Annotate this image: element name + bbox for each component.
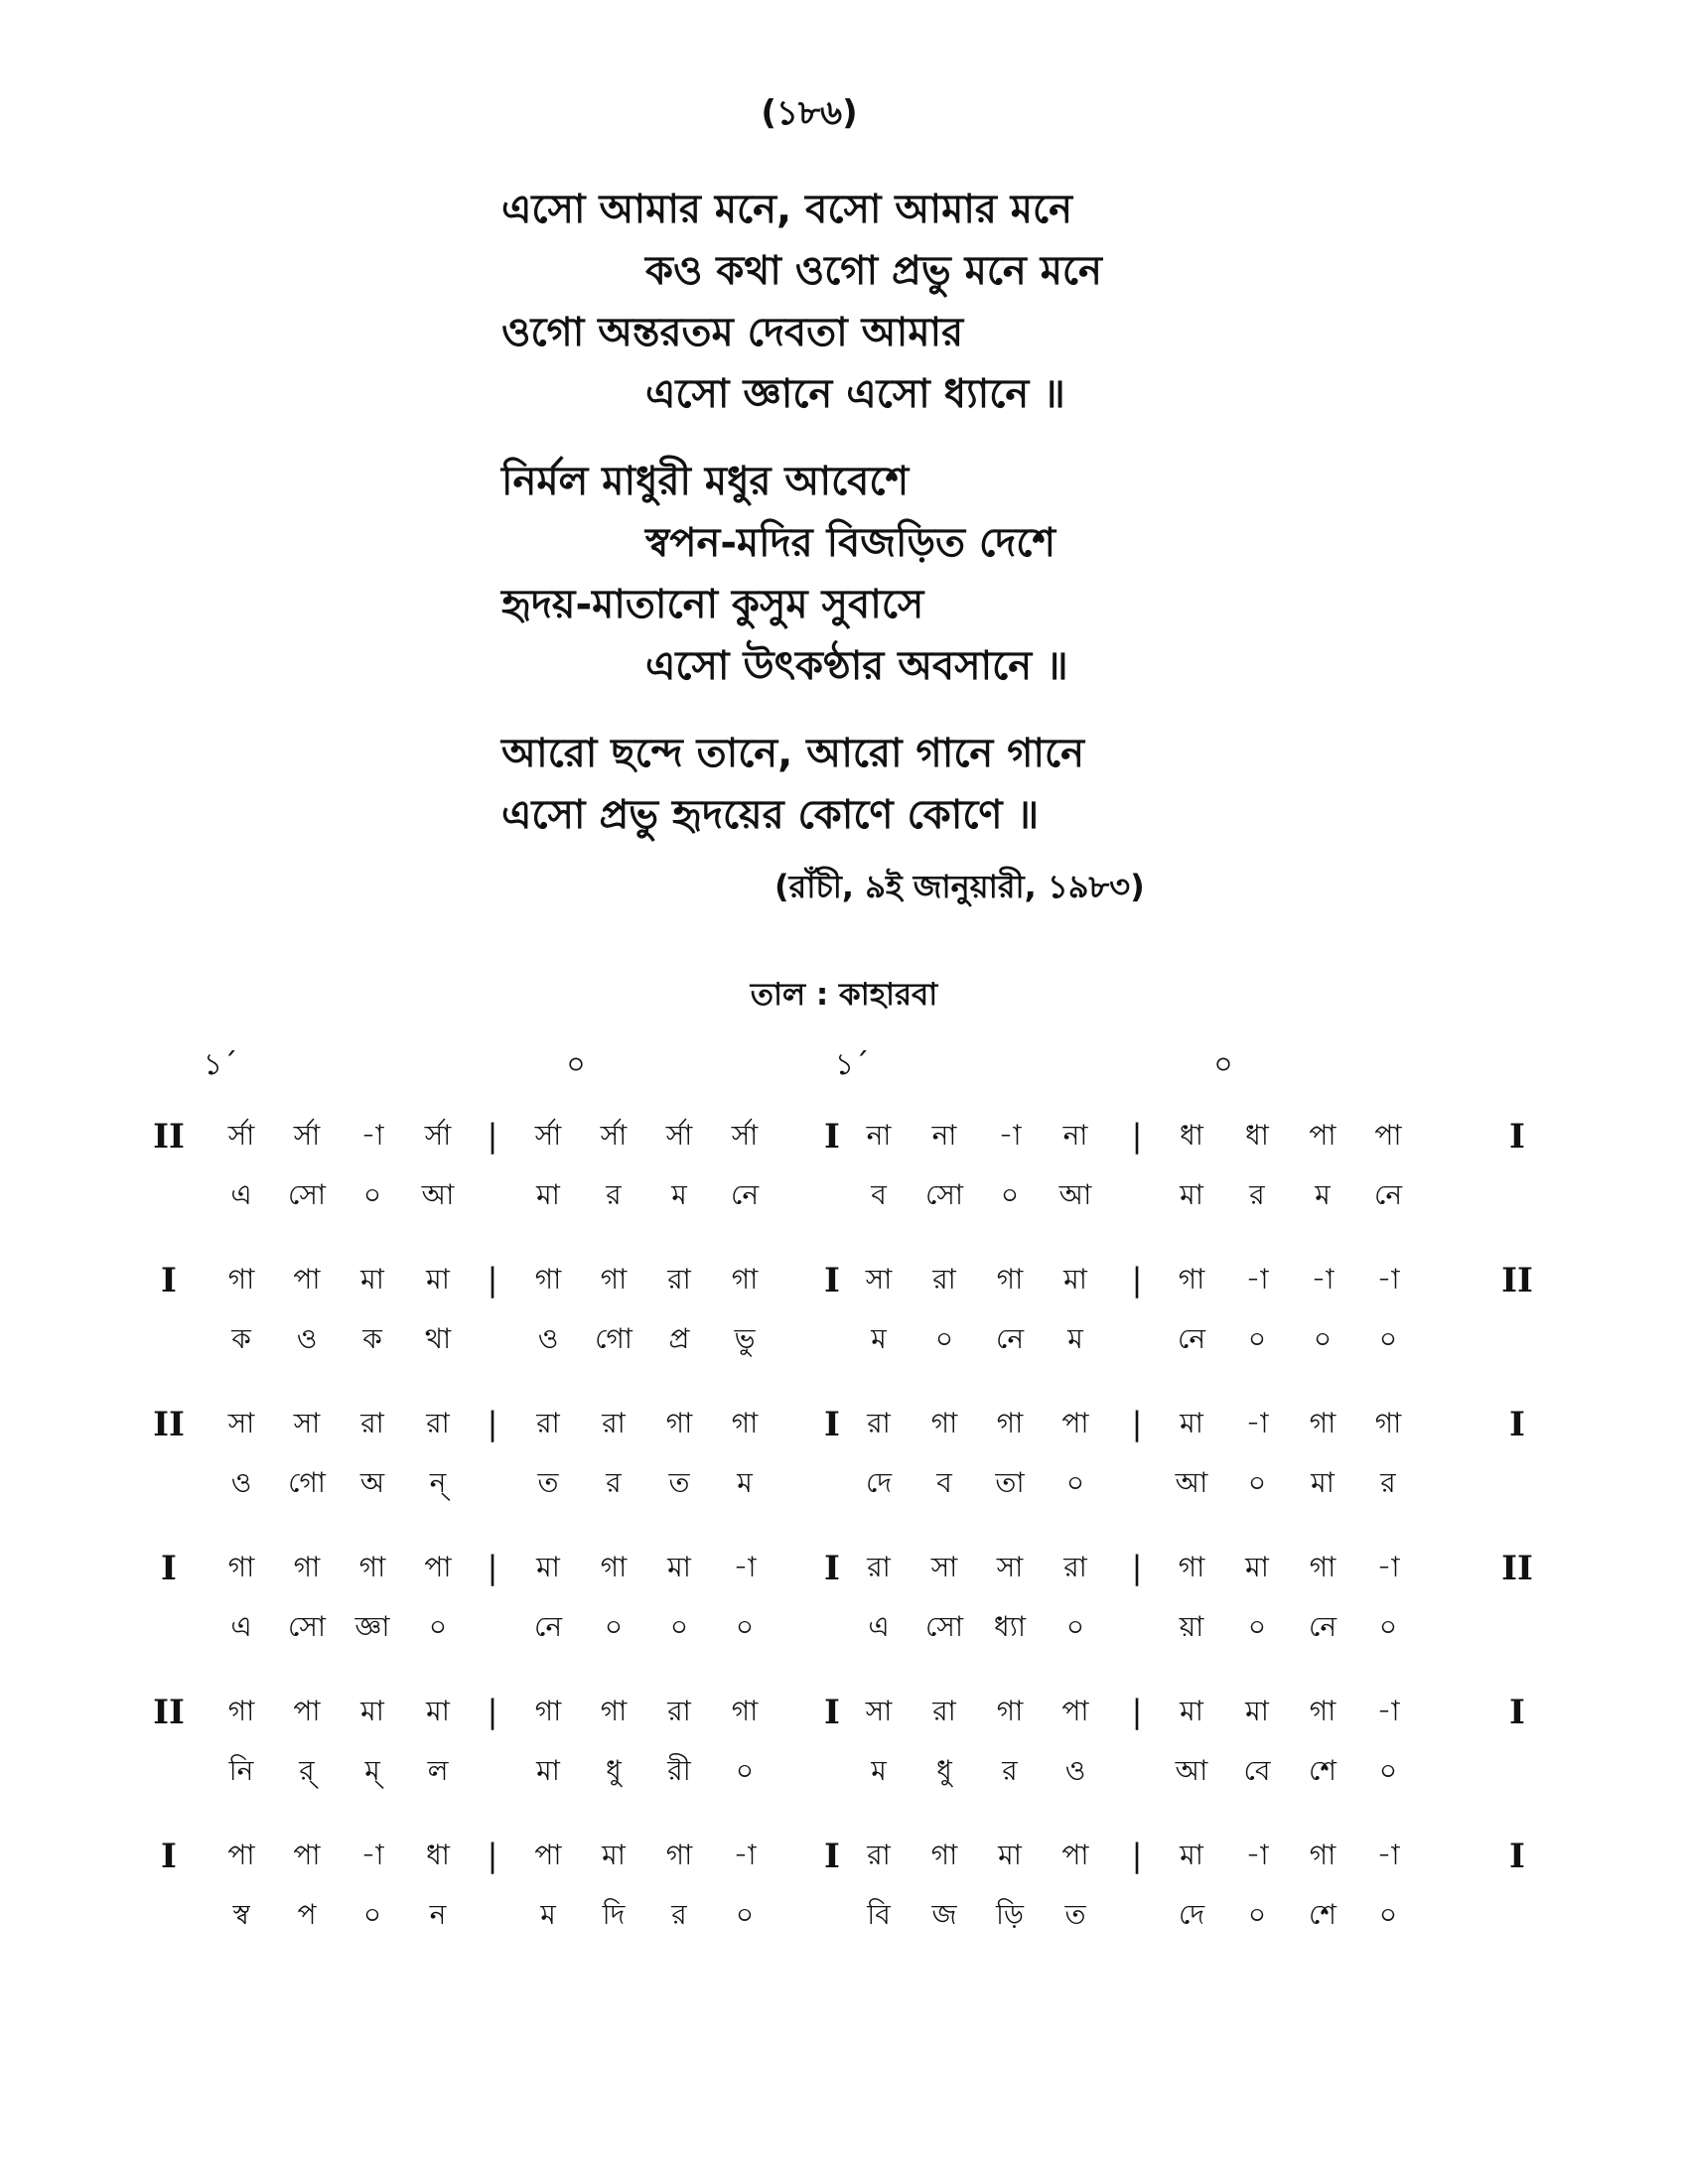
bar-line-mid: I (824, 1693, 840, 1732)
lyric-syllable: দে (865, 1466, 893, 1499)
lyric-syllable: থা (424, 1322, 452, 1355)
swara-note: -া (360, 1839, 384, 1871)
lyric-syllable: ল (427, 1754, 449, 1787)
beat-marker: ০ (1213, 1047, 1233, 1082)
swara-note: গা (996, 1407, 1024, 1439)
swara-note: পা (534, 1839, 562, 1871)
page-number: (১৮৬) (761, 93, 858, 133)
swara-note: র্সা (731, 1119, 759, 1152)
swara-note: গা (1178, 1551, 1205, 1583)
swara-note: র্সা (534, 1119, 562, 1152)
lyric-syllable: ব (936, 1466, 952, 1499)
lyric-syllable: ও (537, 1322, 559, 1355)
swara-note: র্সা (424, 1119, 452, 1152)
swara-note: পা (424, 1551, 452, 1583)
lyric-syllable: শে (1309, 1754, 1336, 1787)
swara-note: গা (600, 1263, 628, 1296)
bar-line-start: I (161, 1261, 177, 1300)
lyric-syllable: এ (868, 1610, 890, 1643)
swara-note: -া (733, 1551, 757, 1583)
beat-separator: | (1131, 1405, 1143, 1442)
swara-note: মা (426, 1695, 450, 1727)
swara-note: পা (293, 1695, 321, 1727)
lyric-syllable: গো (595, 1322, 633, 1355)
lyric-syllable: ০ (1247, 1898, 1267, 1931)
lyric-syllable: ০ (1378, 1610, 1398, 1643)
lyric-syllable: ০ (362, 1178, 382, 1211)
swara-note: মা (667, 1551, 691, 1583)
swara-note: গা (1309, 1551, 1336, 1583)
swara-note: গা (1309, 1839, 1336, 1871)
beat-marker: ০ (566, 1047, 586, 1082)
lyric-line: এসো জ্ঞানে এসো ধ্যানে ॥ (645, 371, 1065, 417)
swara-note: পা (1061, 1407, 1089, 1439)
stanza (501, 723, 1494, 846)
swara-note: রা (360, 1407, 384, 1439)
lyric-syllable: নি (228, 1754, 254, 1787)
bar-line-end: II (1501, 1261, 1533, 1300)
lyric-line: আরো ছন্দে তানে, আরো গানে গানে (501, 731, 1084, 776)
swara-note: রা (667, 1695, 691, 1727)
swara-note: সা (227, 1407, 255, 1439)
swara-note: গা (731, 1695, 759, 1727)
lyric-syllable: ০ (669, 1610, 689, 1643)
swara-note: মা (998, 1839, 1022, 1871)
swara-note: -া (1245, 1407, 1269, 1439)
song-lyrics (501, 179, 1494, 872)
lyric-syllable: ০ (1000, 1178, 1020, 1211)
swara-note: -া (1376, 1551, 1400, 1583)
swara-note: মা (1180, 1407, 1203, 1439)
lyric-syllable: বি (867, 1898, 891, 1931)
beat-separator: | (1131, 1261, 1143, 1298)
lyric-syllable: অ (359, 1466, 385, 1499)
swara-note: পা (1061, 1695, 1089, 1727)
lyric-syllable: সো (288, 1610, 326, 1643)
swara-note: ধা (1245, 1119, 1269, 1152)
lyric-syllable: ত (537, 1466, 559, 1499)
swara-note: রা (426, 1407, 450, 1439)
lyric-syllable: ধু (936, 1754, 952, 1787)
swara-note: -া (998, 1119, 1022, 1152)
swara-note: পা (1061, 1839, 1089, 1871)
lyric-syllable: ম (540, 1898, 556, 1931)
swara-note: -া (360, 1119, 384, 1152)
swara-note: গা (731, 1263, 759, 1296)
lyric-syllable: ০ (735, 1898, 755, 1931)
lyric-syllable: এ (230, 1610, 252, 1643)
lyric-syllable: ০ (735, 1754, 755, 1787)
stanza (501, 179, 1494, 425)
lyric-syllable: ০ (1247, 1466, 1267, 1499)
swara-note: -া (1311, 1263, 1335, 1296)
lyric-line: এসো আমার মনে, বসো আমার মনে (501, 187, 1072, 232)
swara-note: ধা (426, 1839, 450, 1871)
swara-note: মা (1245, 1551, 1269, 1583)
lyric-syllable: ম (671, 1178, 687, 1211)
swara-note: রা (867, 1839, 891, 1871)
beat-separator: | (487, 1549, 498, 1586)
lyric-syllable: র (606, 1466, 622, 1499)
lyric-syllable: আ (1058, 1178, 1092, 1211)
swara-note: সা (996, 1551, 1024, 1583)
swara-note: সা (865, 1263, 893, 1296)
swara-note: গা (358, 1551, 386, 1583)
lyric-syllable: মা (536, 1754, 560, 1787)
lyric-syllable: জ্ঞা (354, 1610, 390, 1643)
swara-note: রা (932, 1263, 956, 1296)
swara-note: সা (293, 1407, 321, 1439)
tala-label: তাল : কাহারবা (750, 977, 938, 1013)
beat-separator: | (1131, 1549, 1143, 1586)
lyric-line: স্বপন-মদির বিজড়িত দেশে (645, 520, 1055, 566)
stanza (501, 451, 1494, 697)
lyric-line: কও কথা ওগো প্রভু মনে মনে (645, 248, 1102, 294)
swara-note: মা (426, 1263, 450, 1296)
swara-note: -া (1376, 1263, 1400, 1296)
lyric-syllable: ধ্যা (994, 1610, 1026, 1643)
lyric-syllable: র (671, 1898, 687, 1931)
swara-note: গা (665, 1839, 693, 1871)
swara-note: মা (536, 1551, 560, 1583)
lyric-line: ওগো অন্তরতম দেবতা আমার (501, 310, 964, 355)
lyric-syllable: ন (429, 1898, 447, 1931)
swara-note: -া (1376, 1839, 1400, 1871)
swara-note: না (1062, 1119, 1088, 1152)
lyric-syllable: নে (1308, 1610, 1337, 1643)
lyric-syllable: ক (231, 1322, 251, 1355)
swara-note: পা (1374, 1119, 1402, 1152)
swara-note: গা (227, 1551, 255, 1583)
swara-note: গা (665, 1407, 693, 1439)
bar-line-end: I (1509, 1693, 1525, 1732)
beat-separator: | (487, 1261, 498, 1298)
lyric-syllable: র (1002, 1754, 1018, 1787)
swara-note: গা (534, 1695, 562, 1727)
lyric-syllable: সো (925, 1178, 963, 1211)
beat-separator: | (1131, 1693, 1143, 1730)
swara-note: পা (1309, 1119, 1336, 1152)
bar-line-mid: I (824, 1837, 840, 1876)
bar-line-end: II (1501, 1549, 1533, 1588)
lyric-syllable: র্ (299, 1754, 315, 1787)
lyric-syllable: জ (931, 1898, 957, 1931)
swara-note: মা (1063, 1263, 1087, 1296)
lyric-line: নির্মল মাধুরী মধুর আবেশে (501, 459, 910, 504)
lyric-syllable: ০ (1247, 1610, 1267, 1643)
bar-line-mid: I (824, 1261, 840, 1300)
swara-note: গা (227, 1263, 255, 1296)
swara-note: গা (1309, 1407, 1336, 1439)
lyric-syllable: ম (1067, 1322, 1083, 1355)
swara-note: গা (1309, 1695, 1336, 1727)
lyric-syllable: ম (871, 1754, 887, 1787)
lyric-syllable: আ (1175, 1466, 1208, 1499)
swara-note: না (931, 1119, 957, 1152)
swara-note: -া (1245, 1839, 1269, 1871)
song-dateline: (রাঁচী, ৯ই জানুয়ারী, ১৯৮৩) (774, 868, 1145, 905)
swara-note: সা (930, 1551, 958, 1583)
lyric-syllable: গো (288, 1466, 326, 1499)
lyric-syllable: মা (536, 1178, 560, 1211)
lyric-syllable: ০ (428, 1610, 448, 1643)
lyric-syllable: এ (230, 1178, 252, 1211)
bar-line-mid: I (824, 1117, 840, 1157)
swara-note: মা (1245, 1695, 1269, 1727)
bar-line-start: II (153, 1693, 185, 1732)
lyric-syllable: ০ (735, 1610, 755, 1643)
lyric-syllable: র (606, 1178, 622, 1211)
lyric-syllable: ০ (604, 1610, 624, 1643)
lyric-syllable: ০ (1378, 1898, 1398, 1931)
swara-note: র্সা (227, 1119, 255, 1152)
swara-note: রা (867, 1551, 891, 1583)
lyric-syllable: ম্ (364, 1754, 380, 1787)
lyric-line: এসো প্রভু হৃদয়ের কোণে কোণে ॥ (501, 792, 1040, 838)
beat-separator: | (487, 1837, 498, 1874)
lyric-syllable: ০ (1065, 1610, 1085, 1643)
lyric-syllable: দে (1178, 1898, 1205, 1931)
lyric-syllable: ড়ি (996, 1898, 1024, 1931)
beat-separator: | (487, 1117, 498, 1155)
lyric-syllable: ০ (1378, 1322, 1398, 1355)
swara-note: রা (536, 1407, 560, 1439)
lyric-syllable: দি (602, 1898, 626, 1931)
lyric-syllable: সো (288, 1178, 326, 1211)
lyric-syllable: ০ (1378, 1754, 1398, 1787)
swara-note: গা (600, 1551, 628, 1583)
swara-note: র্সা (665, 1119, 693, 1152)
lyric-syllable: নে (533, 1610, 563, 1643)
lyric-syllable: র (1249, 1178, 1265, 1211)
swara-note: গা (293, 1551, 321, 1583)
swara-note: রা (602, 1407, 626, 1439)
swara-note: রা (867, 1407, 891, 1439)
swara-note: পা (293, 1263, 321, 1296)
lyric-syllable: ত (668, 1466, 690, 1499)
swara-note: মা (360, 1263, 384, 1296)
lyric-syllable: তা (995, 1466, 1025, 1499)
swara-note: গা (1178, 1263, 1205, 1296)
lyric-syllable: আ (421, 1178, 455, 1211)
beat-separator: | (487, 1405, 498, 1442)
bar-line-end: I (1509, 1405, 1525, 1444)
lyric-syllable: ০ (1247, 1322, 1267, 1355)
swara-note: গা (930, 1839, 958, 1871)
swara-note: র্সা (600, 1119, 628, 1152)
swara-note: না (866, 1119, 892, 1152)
lyric-syllable: ব (871, 1178, 887, 1211)
swara-note: রা (667, 1263, 691, 1296)
lyric-syllable: শে (1309, 1898, 1336, 1931)
lyric-syllable: ন্ (429, 1466, 447, 1499)
bar-line-start: II (153, 1405, 185, 1444)
bar-line-end: I (1509, 1837, 1525, 1876)
swara-note: মা (1180, 1839, 1203, 1871)
lyric-syllable: সো (925, 1610, 963, 1643)
swara-note: পা (293, 1839, 321, 1871)
swara-note: ধা (1180, 1119, 1203, 1152)
lyric-syllable: ধু (606, 1754, 622, 1787)
swara-note: গা (731, 1407, 759, 1439)
swara-note: সা (865, 1695, 893, 1727)
lyric-syllable: প (297, 1898, 317, 1931)
lyric-syllable: ক (362, 1322, 382, 1355)
lyric-syllable: ০ (362, 1898, 382, 1931)
lyric-syllable: স্ব (232, 1898, 250, 1931)
lyric-syllable: নে (1373, 1178, 1403, 1211)
bar-line-mid: I (824, 1549, 840, 1588)
lyric-syllable: ম (871, 1322, 887, 1355)
lyric-syllable: ও (230, 1466, 252, 1499)
lyric-syllable: নে (730, 1178, 760, 1211)
lyric-syllable: নে (995, 1322, 1025, 1355)
lyric-syllable: য়া (1179, 1610, 1204, 1643)
bar-line-start: I (161, 1837, 177, 1876)
beat-separator: | (487, 1693, 498, 1730)
lyric-syllable: আ (1175, 1754, 1208, 1787)
lyric-syllable: ০ (1065, 1466, 1085, 1499)
swara-note: -া (733, 1839, 757, 1871)
lyric-syllable: ম (737, 1466, 753, 1499)
swara-note: রা (932, 1695, 956, 1727)
swara-note: পা (227, 1839, 255, 1871)
swara-note: রা (1063, 1551, 1087, 1583)
lyric-syllable: রী (667, 1754, 691, 1787)
beat-marker: ১´ (834, 1047, 870, 1082)
swara-note: গা (534, 1263, 562, 1296)
lyric-syllable: মা (1311, 1466, 1335, 1499)
beat-separator: | (1131, 1117, 1143, 1155)
swara-note: মা (602, 1839, 626, 1871)
lyric-syllable: ও (1064, 1754, 1086, 1787)
lyric-syllable: মা (1180, 1178, 1203, 1211)
lyric-syllable: নে (1177, 1322, 1206, 1355)
swara-note: র্সা (293, 1119, 321, 1152)
lyric-syllable: ম (1315, 1178, 1331, 1211)
beat-marker: ১´ (203, 1047, 238, 1082)
lyric-syllable: প্র (668, 1322, 690, 1355)
lyric-line: এসো উৎকণ্ঠার অবসানে ॥ (645, 643, 1068, 689)
swara-note: -া (1376, 1695, 1400, 1727)
bar-line-start: I (161, 1549, 177, 1588)
lyric-syllable: ভু (734, 1322, 756, 1355)
lyric-syllable: ০ (1313, 1322, 1333, 1355)
swara-note: মা (360, 1695, 384, 1727)
swara-note: -া (1245, 1263, 1269, 1296)
beat-separator: | (1131, 1837, 1143, 1874)
swara-note: গা (996, 1695, 1024, 1727)
swara-note: গা (1374, 1407, 1402, 1439)
lyric-syllable: ০ (934, 1322, 954, 1355)
swara-note: গা (996, 1263, 1024, 1296)
bar-line-start: II (153, 1117, 185, 1157)
swara-note: মা (1180, 1695, 1203, 1727)
lyric-syllable: ও (296, 1322, 318, 1355)
bar-line-mid: I (824, 1405, 840, 1444)
lyric-syllable: র (1380, 1466, 1396, 1499)
lyric-syllable: বে (1243, 1754, 1271, 1787)
swara-note: গা (600, 1695, 628, 1727)
swara-note: গা (930, 1407, 958, 1439)
swara-note: গা (227, 1695, 255, 1727)
bar-line-end: I (1509, 1117, 1525, 1157)
notation-table (0, 1042, 1688, 1936)
lyric-syllable: ত (1064, 1898, 1086, 1931)
lyric-line: হৃদয়-মাতানো কুসুম সুবাসে (501, 582, 924, 627)
